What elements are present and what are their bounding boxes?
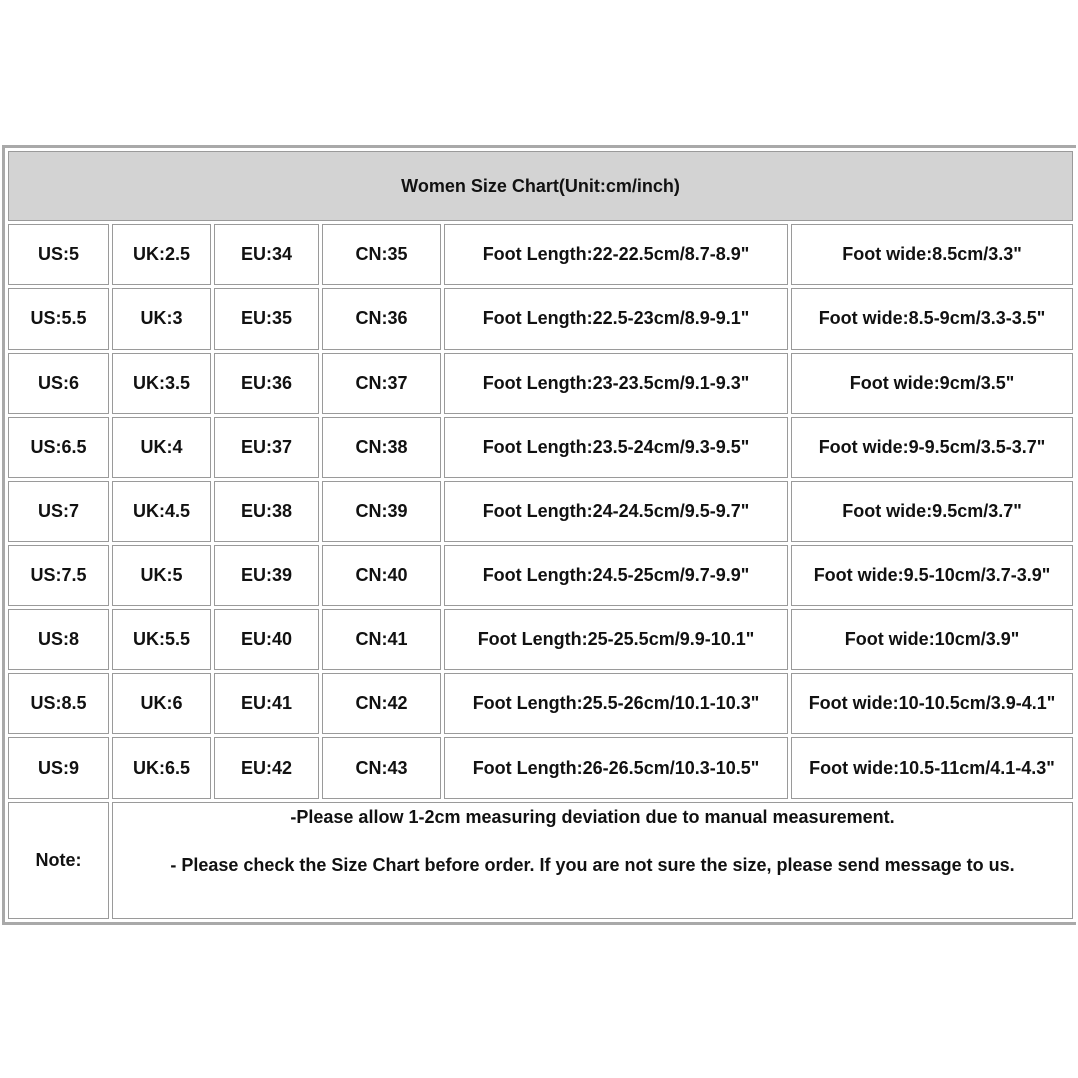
eu-size-cell: EU:35 <box>214 288 319 349</box>
us-size-cell: US:9 <box>8 737 109 798</box>
us-size-cell: US:8 <box>8 609 109 670</box>
size-chart <box>2 145 1076 925</box>
cn-size-cell: CN:41 <box>322 609 441 670</box>
us-size-cell: US:7.5 <box>8 545 109 606</box>
cn-size-cell: CN:39 <box>322 481 441 542</box>
eu-size-cell: EU:40 <box>214 609 319 670</box>
foot-wide-cell: Foot wide:10.5-11cm/4.1-4.3" <box>791 737 1073 798</box>
cn-size-cell: CN:43 <box>322 737 441 798</box>
eu-size-cell: EU:38 <box>214 481 319 542</box>
us-size-cell: US:5.5 <box>8 288 109 349</box>
table-row <box>8 545 1073 606</box>
foot-length-cell: Foot Length:25-25.5cm/9.9-10.1" <box>444 609 788 670</box>
us-size-cell: US:8.5 <box>8 673 109 734</box>
table-row <box>8 481 1073 542</box>
foot-wide-cell: Foot wide:8.5cm/3.3" <box>791 224 1073 285</box>
foot-wide-cell: Foot wide:9cm/3.5" <box>791 353 1073 414</box>
eu-size-cell: EU:41 <box>214 673 319 734</box>
foot-length-cell: Foot Length:24.5-25cm/9.7-9.9" <box>444 545 788 606</box>
foot-length-cell: Foot Length:22.5-23cm/8.9-9.1" <box>444 288 788 349</box>
foot-length-cell: Foot Length:23.5-24cm/9.3-9.5" <box>444 417 788 478</box>
uk-size-cell: UK:4.5 <box>112 481 211 542</box>
eu-size-cell: EU:42 <box>214 737 319 798</box>
note-text <box>112 802 1073 919</box>
foot-length-cell: Foot Length:23-23.5cm/9.1-9.3" <box>444 353 788 414</box>
table-row <box>8 737 1073 798</box>
foot-wide-cell: Foot wide:9.5-10cm/3.7-3.9" <box>791 545 1073 606</box>
uk-size-cell: UK:3 <box>112 288 211 349</box>
foot-length-cell: Foot Length:25.5-26cm/10.1-10.3" <box>444 673 788 734</box>
cn-size-cell: CN:35 <box>322 224 441 285</box>
table-row <box>8 288 1073 349</box>
foot-length-cell: Foot Length:26-26.5cm/10.3-10.5" <box>444 737 788 798</box>
note-line-check-chart: - Please check the Size Chart before order. If you are not sure the size, please send message to us. <box>170 854 1015 875</box>
table-row <box>8 673 1073 734</box>
us-size-cell: US:7 <box>8 481 109 542</box>
table-row <box>8 417 1073 478</box>
foot-length-cell: Foot Length:22-22.5cm/8.7-8.9" <box>444 224 788 285</box>
cn-size-cell: CN:36 <box>322 288 441 349</box>
us-size-cell: US:6 <box>8 353 109 414</box>
foot-wide-cell: Foot wide:8.5-9cm/3.3-3.5" <box>791 288 1073 349</box>
uk-size-cell: UK:5 <box>112 545 211 606</box>
note-label: Note: <box>8 802 109 919</box>
us-size-cell: US:5 <box>8 224 109 285</box>
eu-size-cell: EU:37 <box>214 417 319 478</box>
cn-size-cell: CN:38 <box>322 417 441 478</box>
foot-wide-cell: Foot wide:10-10.5cm/3.9-4.1" <box>791 673 1073 734</box>
table-row <box>8 224 1073 285</box>
chart-title: Women Size Chart(Unit:cm/inch) <box>8 151 1073 221</box>
eu-size-cell: EU:36 <box>214 353 319 414</box>
uk-size-cell: UK:6 <box>112 673 211 734</box>
table-row <box>8 609 1073 670</box>
foot-wide-cell: Foot wide:9-9.5cm/3.5-3.7" <box>791 417 1073 478</box>
eu-size-cell: EU:39 <box>214 545 319 606</box>
cn-size-cell: CN:37 <box>322 353 441 414</box>
note-line-deviation: -Please allow 1-2cm measuring deviation due to manual measurement. <box>290 806 895 827</box>
foot-length-cell: Foot Length:24-24.5cm/9.5-9.7" <box>444 481 788 542</box>
uk-size-cell: UK:6.5 <box>112 737 211 798</box>
uk-size-cell: UK:2.5 <box>112 224 211 285</box>
uk-size-cell: UK:5.5 <box>112 609 211 670</box>
foot-wide-cell: Foot wide:10cm/3.9" <box>791 609 1073 670</box>
table-row <box>8 353 1073 414</box>
cn-size-cell: CN:40 <box>322 545 441 606</box>
foot-wide-cell: Foot wide:9.5cm/3.7" <box>791 481 1073 542</box>
us-size-cell: US:6.5 <box>8 417 109 478</box>
uk-size-cell: UK:4 <box>112 417 211 478</box>
cn-size-cell: CN:42 <box>322 673 441 734</box>
size-table <box>5 148 1076 922</box>
eu-size-cell: EU:34 <box>214 224 319 285</box>
uk-size-cell: UK:3.5 <box>112 353 211 414</box>
